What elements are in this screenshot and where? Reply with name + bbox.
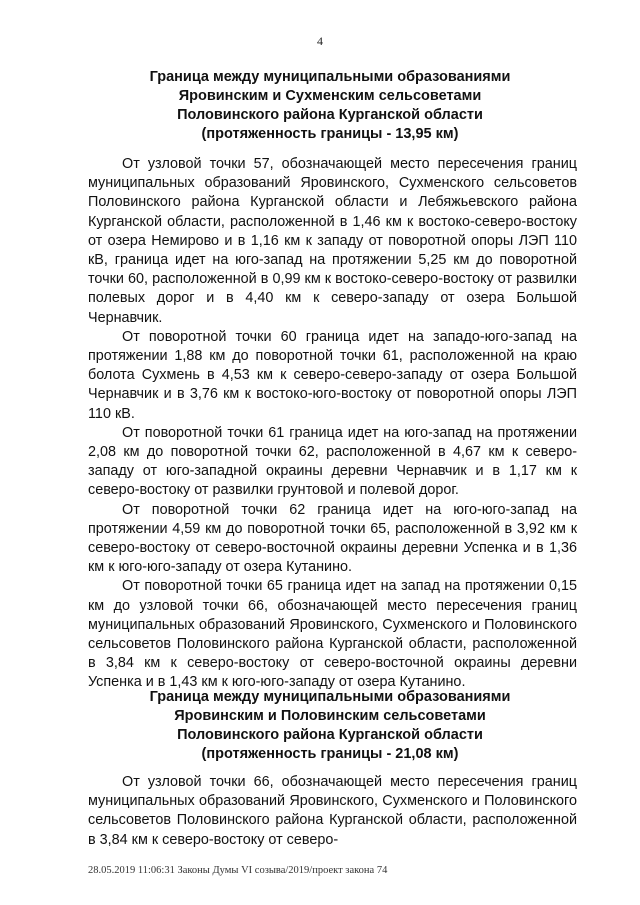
document-footer: 28.05.2019 11:06:31 Законы Думы VI созыва/2019/проект закона 74 xyxy=(88,865,388,876)
section-heading-line: (протяженность границы - 13,95 км) xyxy=(201,126,459,142)
section-heading-line: Яровинским и Половинским сельсоветами xyxy=(174,708,486,724)
paragraph: От поворотной точки 60 граница идет на западо-юго-запад на протяжении 1,88 км до поворотной точки 61, расположенной на краю болота Сухмень в 4,53 км к северо-северо-западу от озера Большой Чернавчик и в 3,76 км к востоко-юго-востоку от поворотной опоры ЛЭП 110 кВ. xyxy=(88,328,577,422)
paragraph: От узловой точки 66, обозначающей место пересечения границ муниципальных образований Яровинского, Сухменского и Половинского сельсоветов Половинского района Курганской области, расположенной в 3,84 км к северо-востоку от северо- xyxy=(88,774,577,848)
section-heading xyxy=(80,688,580,764)
section-body xyxy=(88,155,577,693)
paragraph: От узловой точки 57, обозначающей место пересечения границ муниципальных образований Яровинского, Сухменского сельсоветов Половинского района Курганской области и Лебяжьевского района Курганской области, расположенной в 1,46 км к востоко-северо-востоку от озера Немирово и в 1,16 км к западу от поворотной опоры ЛЭП 110 кВ, граница идет на юго-запад на протяжении 5,25 км до поворотной точки 60, расположенной в 0,99 км к востоко-северо-востоку от развилки полевых дорог и в 4,40 км к северо-западу от озера Большой Чернавчик. xyxy=(88,156,577,326)
section-heading xyxy=(80,68,580,144)
section-heading-line: (протяженность границы - 21,08 км) xyxy=(201,746,459,762)
section-heading-line: Половинского района Курганской области xyxy=(177,727,483,743)
section-heading-line: Половинского района Курганской области xyxy=(177,107,483,123)
page-number: 4 xyxy=(317,34,323,48)
section-heading-line: Граница между муниципальными образованиями xyxy=(149,69,511,85)
section-body xyxy=(88,773,577,850)
paragraph: От поворотной точки 61 граница идет на юго-запад на протяжении 2,08 км до поворотной точки 62, расположенной в 4,67 км к северо-западу от юго-западной окраины деревни Чернавчик и в 1,17 км к северо-востоку от развилки грунтовой и полевой дорог. xyxy=(88,424,577,499)
paragraph: От поворотной точки 62 граница идет на юго-юго-запад на протяжении 4,59 км до поворотной точки 65, расположенной в 3,92 км к северо-востоку от северо-восточной окраины деревни Успенка и в 1,36 км к юго-юго-западу от озера Кутанино. xyxy=(88,501,577,576)
section-heading-line: Яровинским и Сухменским сельсоветами xyxy=(178,88,482,104)
paragraph: От поворотной точки 65 граница идет на запад на протяжении 0,15 км до узловой точки 66, обозначающей место пересечения границ муниципальных образований Яровинского, Сухменского и Половинского сельсоветов Половинского района Курганской области, расположенной в 3,84 км к северо-востоку от северо-восточной окраины деревни Успенка и в 1,43 км к юго-юго-западу от озера Кутанино. xyxy=(88,578,577,691)
section-heading-line: Граница между муниципальными образованиями xyxy=(149,689,511,705)
